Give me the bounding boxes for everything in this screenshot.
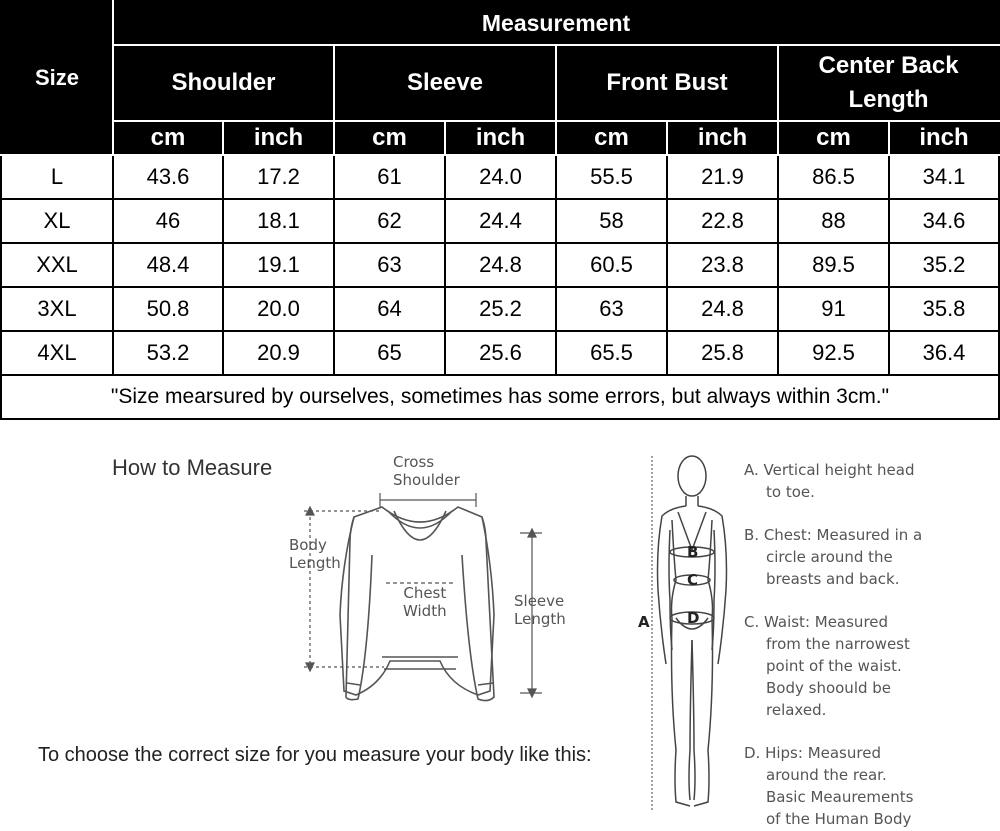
- key-line: breasts and back.: [766, 570, 900, 588]
- table-row: [1, 331, 999, 375]
- size-note: "Size mearsured by ourselves, sometimes has some errors, but always within 3cm.": [1, 375, 999, 419]
- key-item-a: [744, 459, 994, 503]
- sleeve-length-label: Sleeve Length: [514, 592, 566, 628]
- value-cell: 63: [334, 243, 445, 287]
- key-line: D. Hips: Measured: [744, 744, 881, 762]
- marker-d: D: [687, 609, 700, 627]
- front-bust-header: Front Bust: [556, 45, 778, 121]
- value-cell: 58: [556, 199, 667, 243]
- value-cell: 63: [556, 287, 667, 331]
- value-cell: 48.4: [113, 243, 223, 287]
- key-line: point of the waist.: [766, 657, 902, 675]
- value-cell: 24.0: [445, 155, 556, 199]
- key-line: from the narrowest: [766, 635, 910, 653]
- size-cell: 3XL: [1, 287, 113, 331]
- value-cell: 89.5: [778, 243, 889, 287]
- value-cell: 17.2: [223, 155, 334, 199]
- value-cell: 25.8: [667, 331, 778, 375]
- key-line: Basic Meaurements: [766, 788, 914, 806]
- measurement-header: Measurement: [113, 1, 999, 45]
- chest-width-label: Chest Width: [403, 584, 447, 620]
- value-cell: 22.8: [667, 199, 778, 243]
- value-cell: 18.1: [223, 199, 334, 243]
- value-cell: 50.8: [113, 287, 223, 331]
- value-cell: 34.6: [889, 199, 999, 243]
- value-cell: 65.5: [556, 331, 667, 375]
- value-cell: 24.4: [445, 199, 556, 243]
- value-cell: 60.5: [556, 243, 667, 287]
- value-cell: 62: [334, 199, 445, 243]
- marker-a: A: [638, 613, 650, 631]
- key-line: of the Human Body: [766, 810, 912, 828]
- key-line: to toe.: [766, 483, 815, 501]
- size-cell: XXL: [1, 243, 113, 287]
- unit-header: cm: [778, 121, 889, 155]
- value-cell: 35.8: [889, 287, 999, 331]
- sleeve-header: Sleeve: [334, 45, 556, 121]
- value-cell: 64: [334, 287, 445, 331]
- how-to-measure-title: How to Measure: [112, 455, 273, 480]
- unit-header: inch: [223, 121, 334, 155]
- value-cell: 24.8: [667, 287, 778, 331]
- value-cell: 21.9: [667, 155, 778, 199]
- key-line: relaxed.: [766, 701, 827, 719]
- key-line: Body shoould be: [766, 679, 892, 697]
- unit-header: inch: [889, 121, 999, 155]
- table-row: [1, 287, 999, 331]
- value-cell: 53.2: [113, 331, 223, 375]
- marker-b: B: [687, 543, 699, 561]
- value-cell: 91: [778, 287, 889, 331]
- value-cell: 92.5: [778, 331, 889, 375]
- value-cell: 23.8: [667, 243, 778, 287]
- measure-instruction: To choose the correct size for you measure your body like this:: [38, 744, 592, 766]
- size-cell: L: [1, 155, 113, 199]
- key-line: circle around the: [766, 548, 893, 566]
- value-cell: 43.6: [113, 155, 223, 199]
- body-length-label: Body Length: [289, 536, 341, 572]
- table-row: [1, 155, 999, 199]
- value-cell: 86.5: [778, 155, 889, 199]
- unit-header: cm: [113, 121, 223, 155]
- value-cell: 36.4: [889, 331, 999, 375]
- size-header: Size: [1, 1, 113, 155]
- key-line: C. Waist: Measured: [744, 613, 889, 631]
- center-back-length-header: Center Back Length: [778, 45, 999, 121]
- value-cell: 55.5: [556, 155, 667, 199]
- value-cell: 34.1: [889, 155, 999, 199]
- size-cell: 4XL: [1, 331, 113, 375]
- value-cell: 61: [334, 155, 445, 199]
- key-item-c: [744, 611, 994, 721]
- value-cell: 35.2: [889, 243, 999, 287]
- key-item-d: [744, 742, 994, 830]
- value-cell: 25.2: [445, 287, 556, 331]
- value-cell: 24.8: [445, 243, 556, 287]
- value-cell: 25.6: [445, 331, 556, 375]
- value-cell: 65: [334, 331, 445, 375]
- key-line: B. Chest: Measured in a: [744, 526, 923, 544]
- value-cell: 20.9: [223, 331, 334, 375]
- key-item-b: [744, 524, 994, 590]
- unit-header: cm: [334, 121, 445, 155]
- marker-c: C: [687, 571, 699, 589]
- body-figure: [630, 450, 740, 822]
- value-cell: 88: [778, 199, 889, 243]
- cross-shoulder-label: Cross Shoulder: [393, 453, 460, 489]
- unit-header: inch: [667, 121, 778, 155]
- size-cell: XL: [1, 199, 113, 243]
- unit-header: cm: [556, 121, 667, 155]
- table-row: [1, 199, 999, 243]
- table-row: [1, 243, 999, 287]
- value-cell: 20.0: [223, 287, 334, 331]
- shoulder-header: Shoulder: [113, 45, 334, 121]
- unit-header: inch: [445, 121, 556, 155]
- value-cell: 19.1: [223, 243, 334, 287]
- key-line: A. Vertical height head: [744, 461, 915, 479]
- key-line: around the rear.: [766, 766, 887, 784]
- value-cell: 46: [113, 199, 223, 243]
